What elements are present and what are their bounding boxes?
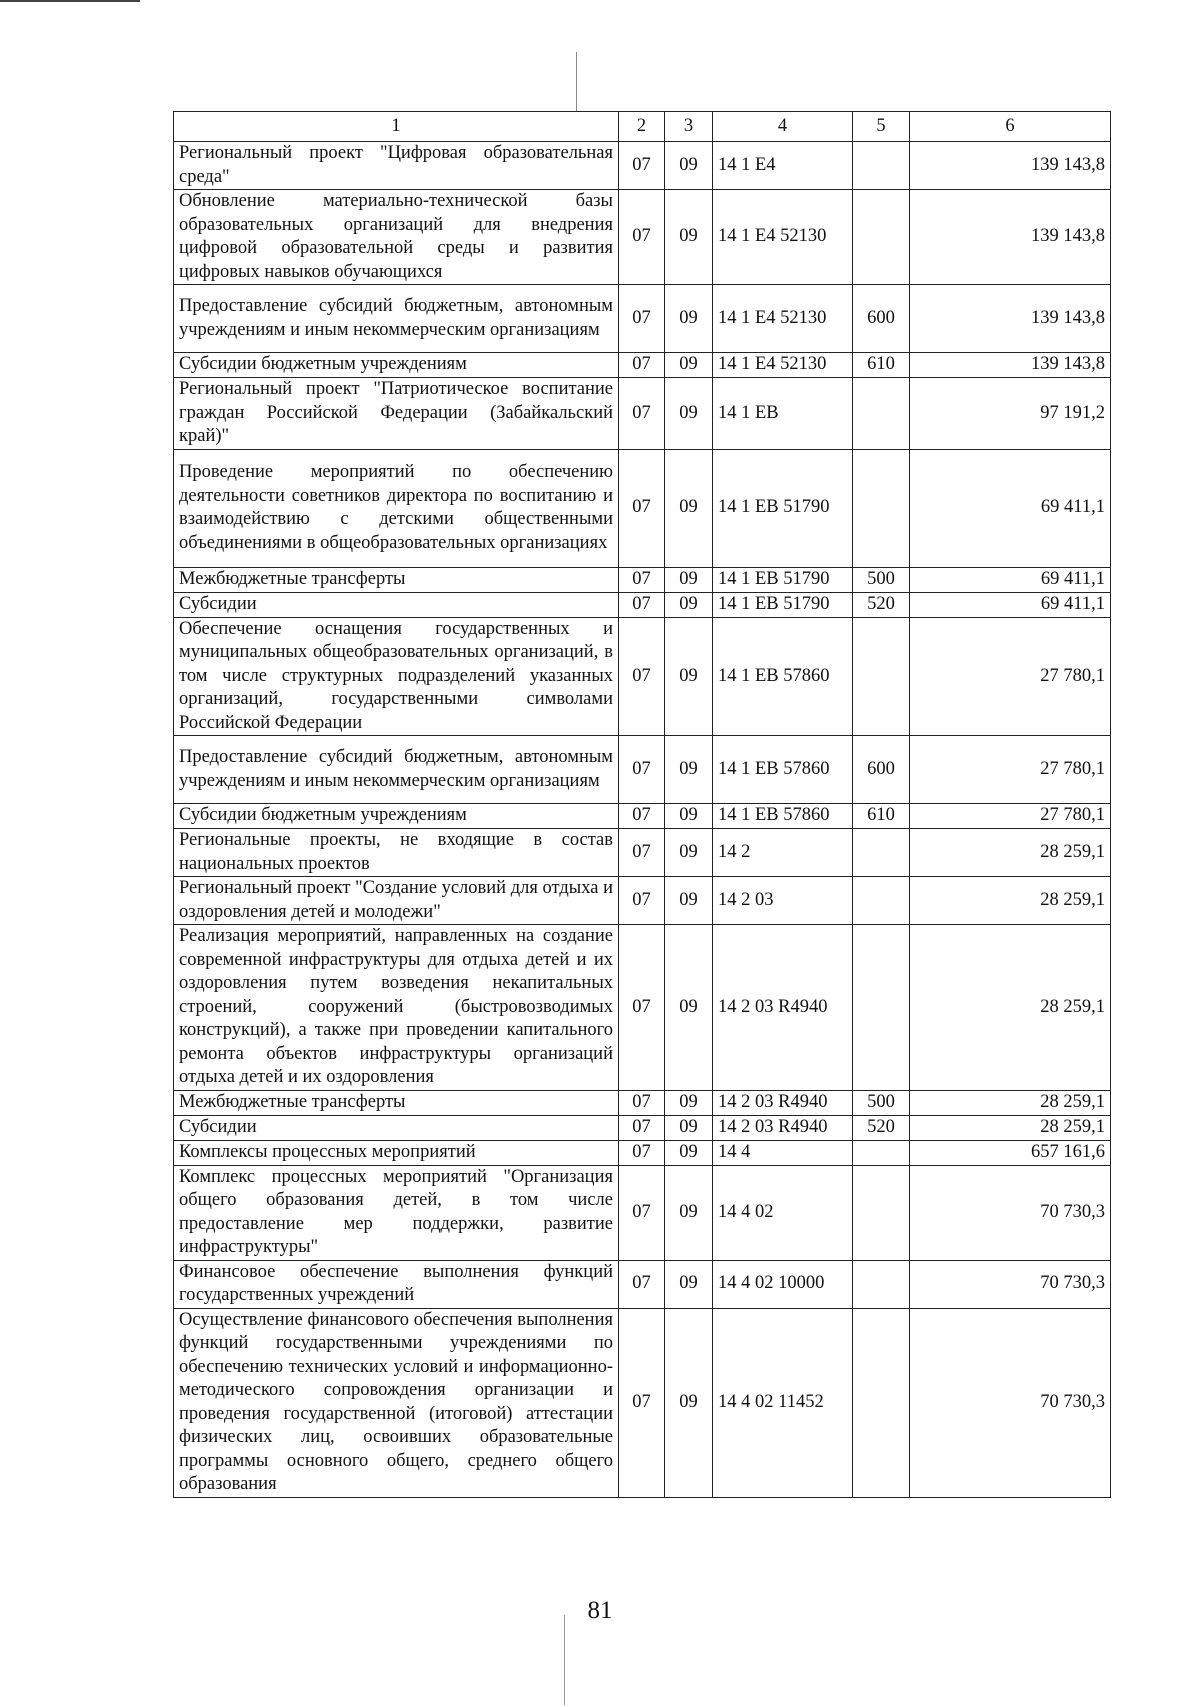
row-cell-col6: 69 411,1 bbox=[910, 592, 1111, 617]
row-cell-col2: 07 bbox=[619, 1260, 665, 1308]
row-cell-col6: 69 411,1 bbox=[910, 567, 1111, 592]
row-cell-col6: 27 780,1 bbox=[910, 617, 1111, 736]
table-row bbox=[174, 190, 1111, 285]
table-row bbox=[174, 1140, 1111, 1165]
row-cell-col6: 69 411,1 bbox=[910, 449, 1111, 567]
row-cell-col3: 09 bbox=[665, 1090, 713, 1115]
table-row bbox=[174, 1090, 1111, 1115]
row-cell-col5 bbox=[853, 617, 910, 736]
table-row bbox=[174, 829, 1111, 877]
table-row bbox=[174, 804, 1111, 829]
row-cell-col6: 28 259,1 bbox=[910, 1090, 1111, 1115]
row-cell-col5: 520 bbox=[853, 592, 910, 617]
row-cell-col2: 07 bbox=[619, 617, 665, 736]
row-cell-col6: 27 780,1 bbox=[910, 736, 1111, 804]
table-body bbox=[174, 142, 1111, 1498]
row-cell-col2: 07 bbox=[619, 190, 665, 285]
row-cell-col2: 07 bbox=[619, 829, 665, 877]
row-description: Комплексы процессных мероприятий bbox=[174, 1140, 619, 1165]
row-cell-col5: 500 bbox=[853, 1090, 910, 1115]
row-cell-col6: 657 161,6 bbox=[910, 1140, 1111, 1165]
row-cell-col3: 09 bbox=[665, 592, 713, 617]
row-cell-col5 bbox=[853, 190, 910, 285]
row-cell-col3: 09 bbox=[665, 804, 713, 829]
row-description: Межбюджетные трансферты bbox=[174, 1090, 619, 1115]
row-cell-col6: 70 730,3 bbox=[910, 1260, 1111, 1308]
row-cell-col4: 14 1 Е4 52130 bbox=[713, 285, 853, 353]
row-cell-col4: 14 2 03 R4940 bbox=[713, 1090, 853, 1115]
row-cell-col5: 520 bbox=[853, 1115, 910, 1140]
header-cell-1: 1 bbox=[174, 112, 619, 142]
row-cell-col5 bbox=[853, 877, 910, 925]
row-cell-col2: 07 bbox=[619, 378, 665, 450]
row-cell-col5 bbox=[853, 449, 910, 567]
table-row bbox=[174, 1260, 1111, 1308]
row-cell-col5 bbox=[853, 829, 910, 877]
row-cell-col3: 09 bbox=[665, 1115, 713, 1140]
scan-artifact-line bbox=[0, 0, 140, 2]
row-cell-col6: 28 259,1 bbox=[910, 877, 1111, 925]
row-description: Региональный проект "Создание условий для отдыха и оздоровления детей и молодежи" bbox=[174, 877, 619, 925]
row-cell-col3: 09 bbox=[665, 449, 713, 567]
row-cell-col3: 09 bbox=[665, 829, 713, 877]
row-cell-col4: 14 4 02 11452 bbox=[713, 1308, 853, 1497]
row-description: Субсидии bbox=[174, 1115, 619, 1140]
row-cell-col5 bbox=[853, 1165, 910, 1260]
table-row bbox=[174, 142, 1111, 190]
row-description: Региональные проекты, не входящие в состав национальных проектов bbox=[174, 829, 619, 877]
row-cell-col6: 139 143,8 bbox=[910, 142, 1111, 190]
row-cell-col3: 09 bbox=[665, 1165, 713, 1260]
row-cell-col2: 07 bbox=[619, 736, 665, 804]
row-description: Предоставление субсидий бюджетным, автономным учреждениям и иным некоммерческим организациям bbox=[174, 285, 619, 353]
row-cell-col6: 97 191,2 bbox=[910, 378, 1111, 450]
row-cell-col5: 610 bbox=[853, 353, 910, 378]
table-row bbox=[174, 449, 1111, 567]
scan-artifact-line bbox=[564, 1615, 565, 1705]
header-cell-6: 6 bbox=[910, 112, 1111, 142]
table-row bbox=[174, 1115, 1111, 1140]
row-cell-col2: 07 bbox=[619, 353, 665, 378]
row-cell-col2: 07 bbox=[619, 1165, 665, 1260]
row-cell-col6: 139 143,8 bbox=[910, 190, 1111, 285]
row-cell-col4: 14 1 ЕВ 51790 bbox=[713, 567, 853, 592]
row-description: Осуществление финансового обеспечения выполнения функций государственными учреждениями по обеспечению технических условий и информационно-методического сопровождения организации и проведения государственной (итоговой) аттестации физических лиц, освоивших образовательные программы основного общего, среднего общего образования bbox=[174, 1308, 619, 1497]
row-description: Обновление материально-технической базы образовательных организаций для внедрения цифровой образовательной среды и развития цифровых навыков обучающихся bbox=[174, 190, 619, 285]
row-description: Субсидии бюджетным учреждениям bbox=[174, 353, 619, 378]
table-header bbox=[174, 112, 1111, 142]
row-cell-col3: 09 bbox=[665, 736, 713, 804]
row-cell-col5: 610 bbox=[853, 804, 910, 829]
row-cell-col6: 28 259,1 bbox=[910, 829, 1111, 877]
row-description: Субсидии bbox=[174, 592, 619, 617]
table-row bbox=[174, 567, 1111, 592]
row-cell-col4: 14 1 Е4 52130 bbox=[713, 353, 853, 378]
table-row bbox=[174, 617, 1111, 736]
table-row bbox=[174, 1165, 1111, 1260]
header-cell-3: 3 bbox=[665, 112, 713, 142]
row-cell-col3: 09 bbox=[665, 190, 713, 285]
row-cell-col3: 09 bbox=[665, 1260, 713, 1308]
row-cell-col4: 14 1 ЕВ 57860 bbox=[713, 736, 853, 804]
row-cell-col3: 09 bbox=[665, 285, 713, 353]
row-cell-col5: 600 bbox=[853, 736, 910, 804]
row-cell-col3: 09 bbox=[665, 353, 713, 378]
row-cell-col3: 09 bbox=[665, 1140, 713, 1165]
row-cell-col6: 28 259,1 bbox=[910, 925, 1111, 1091]
row-cell-col2: 07 bbox=[619, 567, 665, 592]
row-cell-col2: 07 bbox=[619, 1308, 665, 1497]
row-cell-col3: 09 bbox=[665, 378, 713, 450]
table-row bbox=[174, 592, 1111, 617]
row-cell-col4: 14 2 bbox=[713, 829, 853, 877]
budget-table bbox=[173, 111, 1111, 1498]
table-row bbox=[174, 877, 1111, 925]
row-cell-col2: 07 bbox=[619, 1140, 665, 1165]
row-cell-col6: 70 730,3 bbox=[910, 1165, 1111, 1260]
row-description: Проведение мероприятий по обеспечению деятельности советников директора по воспитанию и взаимодействию с детскими общественными объединениями в общеобразовательных организациях bbox=[174, 449, 619, 567]
row-cell-col3: 09 bbox=[665, 925, 713, 1091]
scan-artifact-line bbox=[576, 52, 577, 112]
row-cell-col3: 09 bbox=[665, 877, 713, 925]
table-row bbox=[174, 925, 1111, 1091]
row-cell-col2: 07 bbox=[619, 1090, 665, 1115]
row-cell-col5 bbox=[853, 925, 910, 1091]
row-cell-col3: 09 bbox=[665, 1308, 713, 1497]
row-cell-col2: 07 bbox=[619, 142, 665, 190]
row-cell-col4: 14 2 03 bbox=[713, 877, 853, 925]
row-cell-col2: 07 bbox=[619, 804, 665, 829]
row-cell-col2: 07 bbox=[619, 877, 665, 925]
row-description: Комплекс процессных мероприятий "Организация общего образования детей, в том числе предоставление мер поддержки, развитие инфраструктуры" bbox=[174, 1165, 619, 1260]
row-cell-col5: 600 bbox=[853, 285, 910, 353]
row-cell-col4: 14 4 bbox=[713, 1140, 853, 1165]
row-cell-col6: 70 730,3 bbox=[910, 1308, 1111, 1497]
row-cell-col2: 07 bbox=[619, 925, 665, 1091]
row-cell-col4: 14 4 02 bbox=[713, 1165, 853, 1260]
row-description: Межбюджетные трансферты bbox=[174, 567, 619, 592]
header-cell-2: 2 bbox=[619, 112, 665, 142]
row-cell-col5 bbox=[853, 142, 910, 190]
row-cell-col6: 139 143,8 bbox=[910, 285, 1111, 353]
row-cell-col6: 139 143,8 bbox=[910, 353, 1111, 378]
row-cell-col5 bbox=[853, 1260, 910, 1308]
row-cell-col5: 500 bbox=[853, 567, 910, 592]
row-description: Предоставление субсидий бюджетным, автономным учреждениям и иным некоммерческим организациям bbox=[174, 736, 619, 804]
page-number: 81 bbox=[587, 1597, 613, 1624]
row-cell-col5 bbox=[853, 378, 910, 450]
row-cell-col2: 07 bbox=[619, 1115, 665, 1140]
table-row bbox=[174, 1308, 1111, 1497]
table-row bbox=[174, 353, 1111, 378]
row-cell-col4: 14 2 03 R4940 bbox=[713, 1115, 853, 1140]
row-description: Региональный проект "Цифровая образовательная среда" bbox=[174, 142, 619, 190]
table-row bbox=[174, 285, 1111, 353]
row-cell-col2: 07 bbox=[619, 285, 665, 353]
table-row bbox=[174, 736, 1111, 804]
row-cell-col4: 14 2 03 R4940 bbox=[713, 925, 853, 1091]
row-description: Обеспечение оснащения государственных и муниципальных общеобразовательных организаций, в том числе структурных подразделений указанных организаций, государственными символами Российской Федерации bbox=[174, 617, 619, 736]
row-cell-col4: 14 1 ЕВ 51790 bbox=[713, 592, 853, 617]
row-cell-col4: 14 1 ЕВ bbox=[713, 378, 853, 450]
row-cell-col4: 14 1 ЕВ 57860 bbox=[713, 617, 853, 736]
row-cell-col4: 14 1 Е4 52130 bbox=[713, 190, 853, 285]
row-cell-col4: 14 1 Е4 bbox=[713, 142, 853, 190]
header-cell-5: 5 bbox=[853, 112, 910, 142]
row-cell-col2: 07 bbox=[619, 449, 665, 567]
row-description: Реализация мероприятий, направленных на создание современной инфраструктуры для отдыха детей и их оздоровления путем возведения некапитальных строений, сооружений (быстровозводимых конструкций), а также при проведении капитального ремонта объектов инфраструктуры организаций отдыха детей и их оздоровления bbox=[174, 925, 619, 1091]
row-description: Региональный проект "Патриотическое воспитание граждан Российской Федерации (Забайкальский край)" bbox=[174, 378, 619, 450]
header-cell-4: 4 bbox=[713, 112, 853, 142]
row-description: Финансовое обеспечение выполнения функций государственных учреждений bbox=[174, 1260, 619, 1308]
header-row bbox=[174, 112, 1111, 142]
row-cell-col3: 09 bbox=[665, 617, 713, 736]
table-row bbox=[174, 378, 1111, 450]
row-description: Субсидии бюджетным учреждениям bbox=[174, 804, 619, 829]
row-cell-col6: 28 259,1 bbox=[910, 1115, 1111, 1140]
row-cell-col5 bbox=[853, 1140, 910, 1165]
row-cell-col5 bbox=[853, 1308, 910, 1497]
row-cell-col3: 09 bbox=[665, 567, 713, 592]
row-cell-col4: 14 1 ЕВ 51790 bbox=[713, 449, 853, 567]
row-cell-col3: 09 bbox=[665, 142, 713, 190]
row-cell-col2: 07 bbox=[619, 592, 665, 617]
row-cell-col6: 27 780,1 bbox=[910, 804, 1111, 829]
row-cell-col4: 14 1 ЕВ 57860 bbox=[713, 804, 853, 829]
row-cell-col4: 14 4 02 10000 bbox=[713, 1260, 853, 1308]
